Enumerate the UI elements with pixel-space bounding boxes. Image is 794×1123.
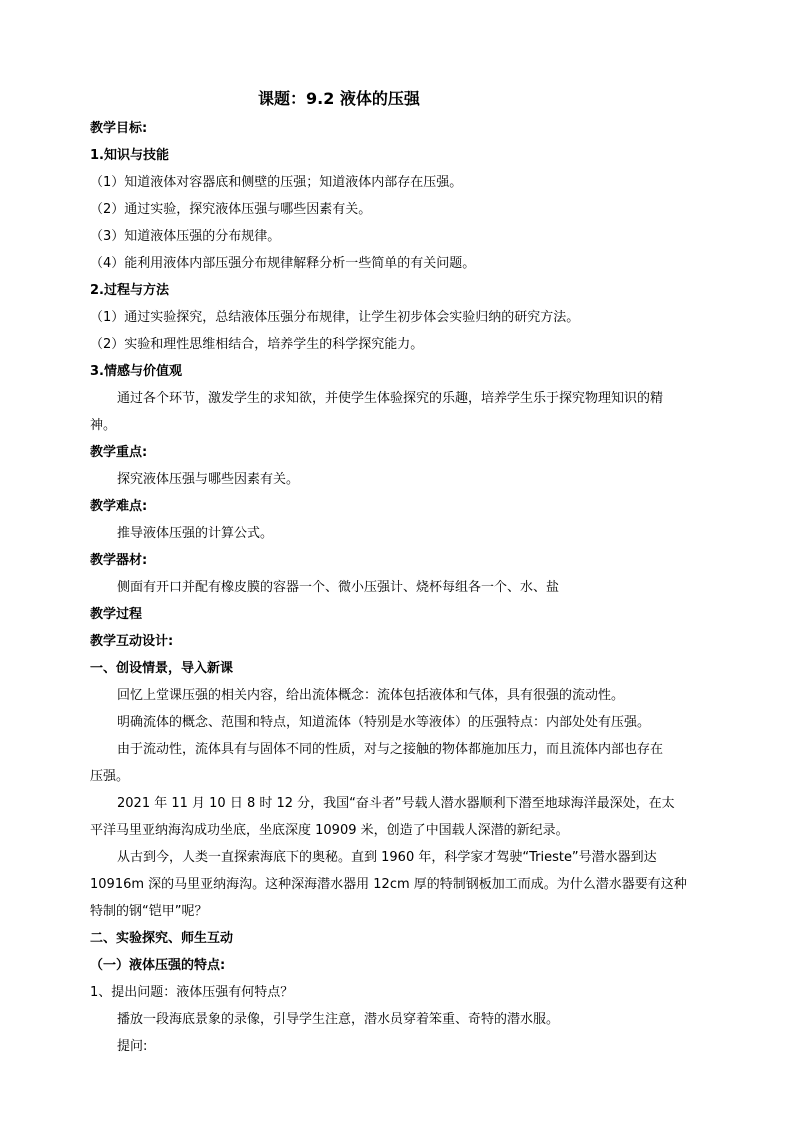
paragraph: 由于流动性，流体具有与固体不同的性质，对与之接触的物体都施加压力，而且流体内部也存在 — [117, 742, 664, 757]
emotion-text: 通过各个环节，激发学生的求知欲，并使学生体验探究的乐趣，培养学生乐于探究物理知识的精 — [117, 391, 664, 406]
goals-heading: 教学目标: — [90, 121, 148, 136]
difficulty-heading: 教学难点: — [90, 499, 148, 514]
page-title: 课题：9.2 液体的压强 — [258, 89, 420, 108]
knowledge-item: （2）通过实验，探究液体压强与哪些因素有关。 — [90, 202, 372, 217]
paragraph: 播放一段海底景象的录像，引导学生注意，潜水员穿着笨重、奇特的潜水服。 — [117, 1012, 560, 1027]
key-point-heading: 教学重点: — [90, 445, 148, 460]
key-point-text: 探究液体压强与哪些因素有关。 — [117, 472, 300, 487]
equipment-text: 侧面有开口并配有橡皮膜的容器一个、微小压强计、烧杯每组各一个、水、盐 — [117, 580, 560, 595]
emotion-text: 神。 — [90, 418, 117, 433]
process-item: （1）通过实验探究，总结液体压强分布规律，让学生初步体会实验归纳的研究方法。 — [90, 310, 580, 325]
paragraph: 明确流体的概念、范围和特点，知道流体（特别是水等液体）的压强特点：内部处处有压强。 — [117, 715, 651, 730]
step-text: 1、提出问题：液体压强有何特点？ — [90, 985, 294, 1000]
emotion-heading: 3.情感与价值观 — [90, 364, 182, 379]
section1-heading: 一、创设情景，导入新课 — [90, 661, 234, 676]
paragraph: 压强。 — [90, 769, 130, 784]
process-heading: 2.过程与方法 — [90, 283, 169, 298]
knowledge-heading: 1.知识与技能 — [90, 148, 169, 163]
knowledge-item: （1）知道液体对容器底和侧壁的压强；知道液体内部存在压强。 — [90, 175, 463, 190]
process-section-heading: 教学过程 — [90, 607, 143, 622]
process-item: （2）实验和理性思维相结合，培养学生的科学探究能力。 — [90, 337, 424, 352]
equipment-heading: 教学器材: — [90, 553, 148, 568]
paragraph: 平洋马里亚纳海沟成功坐底，坐底深度 10909 米，创造了中国载人深潜的新纪录。 — [90, 823, 569, 838]
subsection-heading: （一）液体压强的特点: — [90, 958, 226, 973]
paragraph: 特制的钢“铠甲”呢？ — [90, 904, 208, 919]
paragraph: 2021 年 11 月 10 日 8 时 12 分，我国“奋斗者”号载人潜水器顺利下潜至地球海洋最深处，在太 — [117, 796, 675, 811]
interaction-heading: 教学互动设计: — [90, 634, 174, 649]
paragraph: 提问: — [117, 1039, 148, 1054]
paragraph: 回忆上堂课压强的相关内容，给出流体概念：流体包括液体和气体，具有很强的流动性。 — [117, 688, 625, 703]
knowledge-item: （4）能利用液体内部压强分布规律解释分析一些简单的有关问题。 — [90, 256, 476, 271]
section2-heading: 二、实验探究、师生互动 — [90, 931, 234, 946]
paragraph: 从古到今，人类一直探索海底下的奥秘。直到 1960 年，科学家才驾驶“Trieste”号潜水器到达 — [117, 850, 657, 865]
difficulty-text: 推导液体压强的计算公式。 — [117, 526, 274, 541]
paragraph: 10916m 深的马里亚纳海沟。这种深海潜水器用 12cm 厚的特制钢板加工而成。为什么潜水器要有这种 — [90, 877, 687, 892]
knowledge-item: （3）知道液体压强的分布规律。 — [90, 229, 281, 244]
